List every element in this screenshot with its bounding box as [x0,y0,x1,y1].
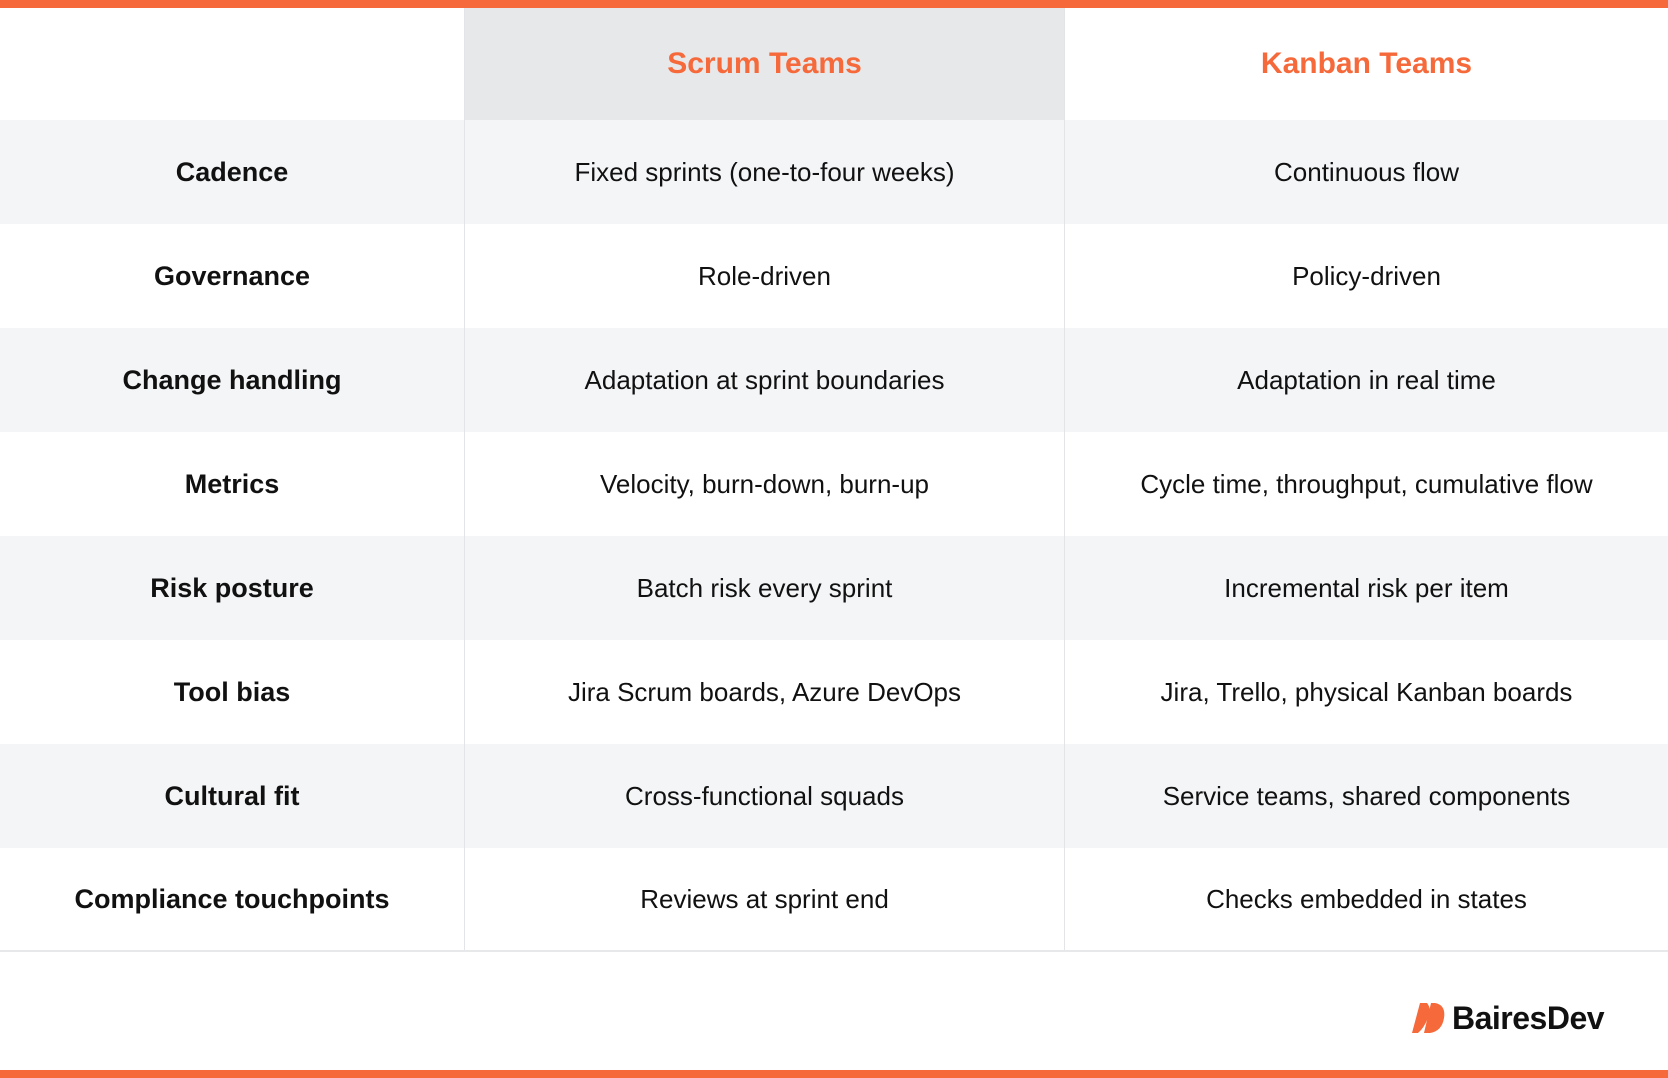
kanban-value: Policy-driven [1292,260,1441,291]
scrum-value: Reviews at sprint end [464,848,1065,950]
header-scrum-cell [464,8,1065,120]
scrum-value: Fixed sprints (one-to-four weeks) [464,120,1065,224]
kanban-value: Service teams, shared components [1162,780,1571,811]
row-label: Cultural fit [164,780,300,811]
scrum-value: Batch risk every sprint [464,536,1065,640]
table-row [0,432,1668,536]
scrum-value: Role-driven [464,224,1065,328]
header-kanban-cell [1065,8,1668,120]
kanban-value: Checks embedded in states [1206,883,1527,914]
bairesdev-logo-icon [1410,1001,1446,1035]
row-label: Governance [153,260,311,291]
table-row [0,224,1668,328]
scrum-value: Jira Scrum boards, Azure DevOps [464,640,1065,744]
comparison-table [0,8,1668,952]
scrum-value: Cross-functional squads [464,744,1065,848]
scrum-value: Velocity, burn-down, burn-up [464,432,1065,536]
kanban-value: Incremental risk per item [1224,572,1509,603]
bairesdev-logo-text: BairesDev [1452,999,1605,1036]
table-row [0,120,1668,224]
scrum-value: Adaptation at sprint boundaries [464,328,1065,432]
row-label: Tool bias [173,676,291,707]
table-row [0,328,1668,432]
row-label: Change handling [122,364,342,395]
header-scrum-title: Scrum Teams [667,47,862,80]
row-label: Risk posture [150,572,314,603]
table-header-row [0,8,1668,120]
row-label: Cadence [175,156,289,187]
top-accent-bar [0,0,1668,8]
row-label: Compliance touchpoints [74,883,390,914]
table-row [0,640,1668,744]
header-empty-cell [0,8,464,120]
header-kanban-title: Kanban Teams [1260,47,1473,80]
kanban-value: Jira, Trello, physical Kanban boards [1160,676,1573,707]
kanban-value: Continuous flow [1274,156,1459,187]
table-row [0,744,1668,848]
kanban-value: Cycle time, throughput, cumulative flow [1140,468,1593,499]
bottom-accent-bar [0,1070,1668,1078]
bairesdev-logo [1410,998,1604,1038]
row-label: Metrics [184,468,280,499]
table-row [0,848,1668,952]
kanban-value: Adaptation in real time [1237,364,1496,395]
table-row [0,536,1668,640]
